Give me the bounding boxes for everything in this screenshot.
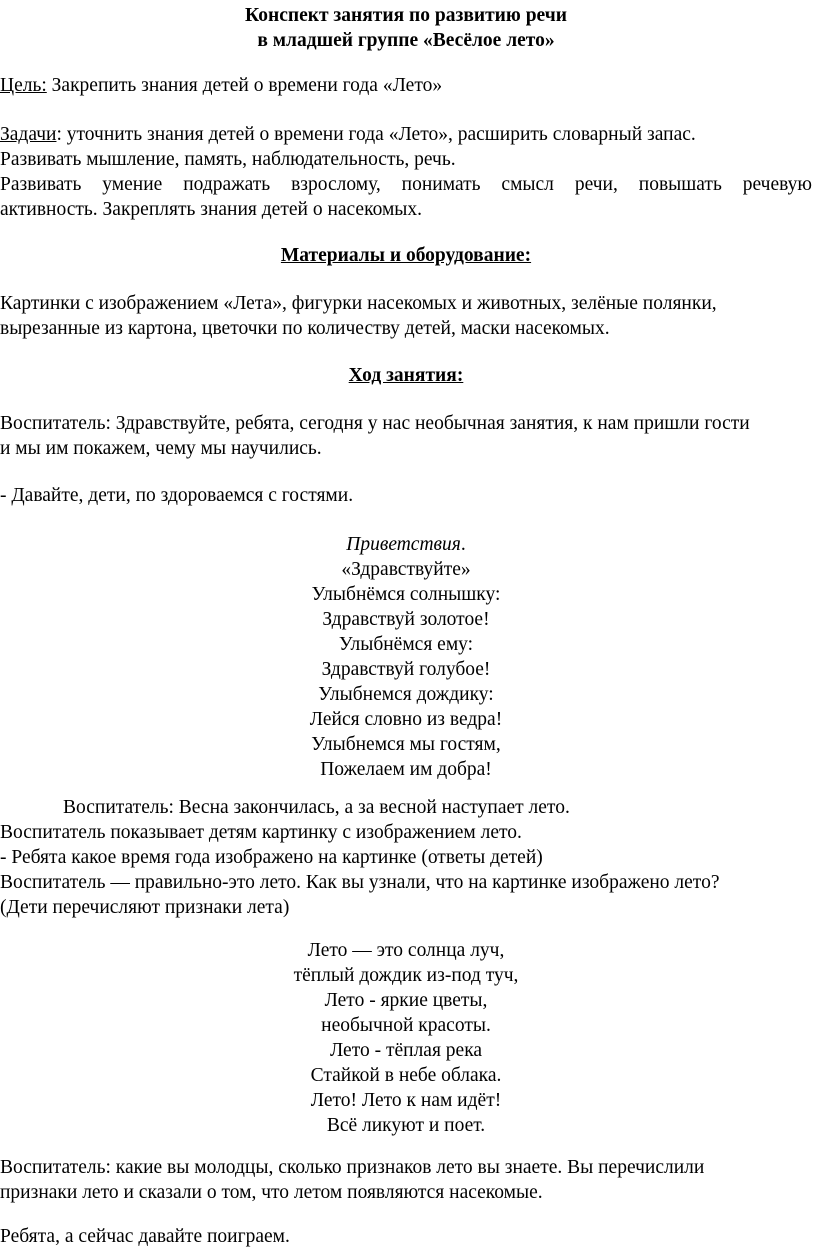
greeting-poem <box>0 532 812 782</box>
intro-line-1: Воспитатель: Здравствуйте, ребята, сегодня у нас необычная занятия, к нам пришли гости <box>0 413 750 434</box>
tasks-line-1: : уточнить знания детей о времени года «Лето», расширить словарный запас. <box>56 124 696 145</box>
greeting-poem-line: Пожелаем им добра! <box>320 759 492 780</box>
closing-line-2: признаки лето и сказали о том, что летом появляются насекомые. <box>0 1182 543 1203</box>
greeting-poem-line: Улыбнёмся ему: <box>338 634 474 655</box>
document-title <box>0 3 812 53</box>
dialog-line: - Ребята какое время года изображено на картинке (ответы детей) <box>0 847 543 868</box>
materials-heading: Материалы и оборудование: <box>280 245 532 266</box>
greeting-poem-line: Лейся словно из ведра! <box>309 709 503 730</box>
greeting-poem-line: Здравствуй голубое! <box>321 659 491 680</box>
title-line-2: в младшей группе «Весёлое лето» <box>257 30 555 51</box>
summer-poem-line: Лето - тёплая река <box>329 1040 483 1061</box>
summer-poem-line: Лето — это солнца луч, <box>307 940 505 961</box>
greeting-poem-line: Улыбнемся мы гостям, <box>311 734 501 755</box>
greeting-poem-title: Приветствия <box>346 534 461 555</box>
goal-label: Цель: <box>0 75 47 96</box>
greeting-poem-line: Улыбнемся дождику: <box>318 684 494 705</box>
summer-poem-line: Всё ликуют и поет. <box>326 1115 486 1136</box>
greeting-poem-line: Здравствуй золотое! <box>322 609 490 630</box>
tasks-line-3: Развивать умение подражать взрослому, понимать смысл речи, повышать речевую <box>0 174 812 195</box>
greet-line: - Давайте, дети, по здороваемся с гостями. <box>0 485 354 506</box>
dialog-line: Воспитатель — правильно-это лето. Как вы узнали, что на картинке изображено лето? <box>0 872 720 893</box>
summer-poem-line: Стайкой в небе облака. <box>310 1065 502 1086</box>
summer-poem <box>0 938 812 1138</box>
materials-line-2: вырезанные из картона, цветочки по количеству детей, маски насекомых. <box>0 318 610 339</box>
materials-line-1: Картинки с изображением «Лета», фигурки насекомых и животных, зелёные полянки, <box>0 293 717 314</box>
course-intro <box>0 411 812 461</box>
dialog-line: (Дети перечисляют признаки лета) <box>0 897 290 918</box>
dialog-paragraph <box>0 795 812 920</box>
greeting-poem-line: Улыбнёмся солнышку: <box>311 584 501 605</box>
summer-poem-line: Лето! Лето к нам идёт! <box>310 1090 502 1111</box>
tasks-paragraph <box>0 122 812 222</box>
greeting-poem-line: «Здравствуйте» <box>341 559 471 580</box>
greeting-poem-title-dot: . <box>460 534 466 555</box>
dialog-line: Воспитатель показывает детям картинку с изображением лето. <box>0 822 522 843</box>
tasks-line-2: Развивать мышление, память, наблюдательность, речь. <box>0 149 456 170</box>
closing-paragraph <box>0 1155 812 1205</box>
summer-poem-line: тёплый дождик из-под туч, <box>293 965 519 986</box>
intro-line-2: и мы им покажем, чему мы научились. <box>0 438 322 459</box>
course-heading: Ход занятия: <box>348 365 464 386</box>
closing-line-3: Ребята, а сейчас давайте поиграем. <box>0 1226 290 1247</box>
summer-poem-line: Лето - яркие цветы, <box>324 990 488 1011</box>
summer-poem-line: необычной красоты. <box>321 1015 491 1036</box>
materials-paragraph <box>0 291 812 341</box>
dialog-line: Воспитатель: Весна закончилась, а за весной наступает лето. <box>63 797 570 818</box>
tasks-label: Задачи <box>0 124 57 145</box>
tasks-line-4: активность. Закреплять знания детей о насекомых. <box>0 199 423 220</box>
closing-line-1: Воспитатель: какие вы молодцы, сколько признаков лето вы знаете. Вы перечислили <box>0 1157 705 1178</box>
goal-text: Закрепить знания детей о времени года «Лето» <box>46 75 443 96</box>
goal-paragraph <box>0 73 812 98</box>
title-line-1: Конспект занятия по развитию речи <box>245 5 567 26</box>
